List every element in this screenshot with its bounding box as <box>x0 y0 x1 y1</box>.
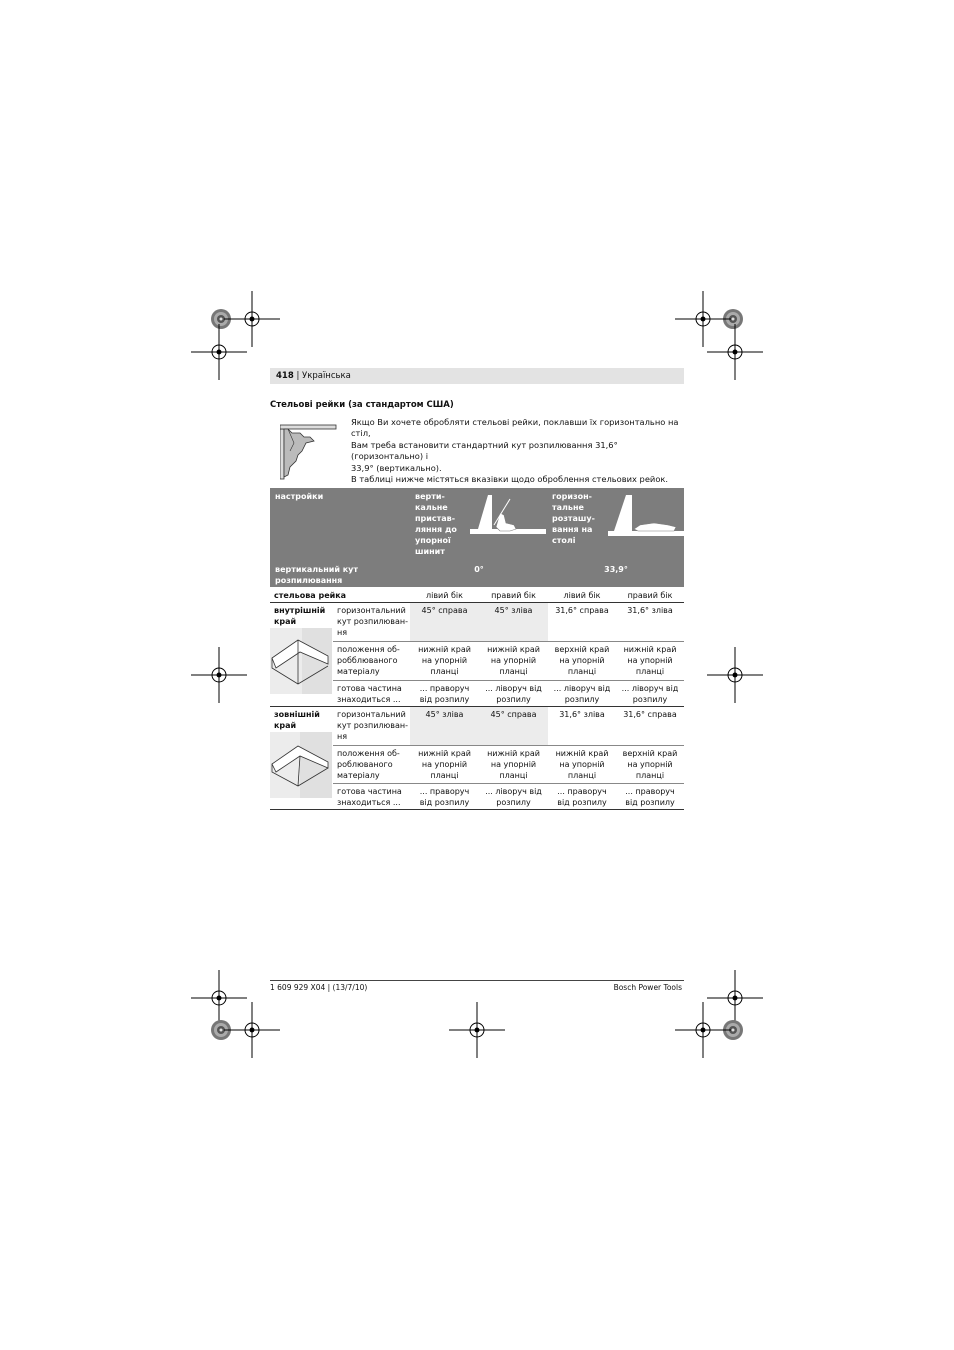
outer-row3-c2: ... ліворуч від розпилу <box>485 787 542 807</box>
inner-row3-c4: ... ліворуч від розпилу <box>621 684 679 704</box>
inner-row3-c3: ... ліворуч від розпилу <box>553 684 611 704</box>
col-right-339deg: правий бік <box>627 591 673 600</box>
outer-row2-c2: нижній край на упорній планці <box>487 749 540 780</box>
page-header-bar <box>270 368 684 384</box>
intro-line-1: Якщо Ви хочете обробляти стельові рейки, поклавши їх горизонтально на стіл, <box>351 417 679 439</box>
inner-row2-c4: нижній край на упорній планці <box>623 645 677 676</box>
inner-row1-c4: 31,6° зліва <box>627 606 673 615</box>
outer-row1-label: горизонтальний кут розпилюван- ня <box>337 710 409 741</box>
horizontal-placement-illustration <box>608 491 684 541</box>
inner-row3-c2: ... ліворуч від розпилу <box>485 684 542 704</box>
col-left-339deg: лівий бік <box>563 591 601 600</box>
col-left-0deg: лівий бік <box>426 591 463 600</box>
outer-row1-c2: 45° справа <box>490 710 537 719</box>
inner-row1-c3: 31,6° справа <box>555 606 609 615</box>
inner-row1-c2: 45° зліва <box>494 606 533 615</box>
outer-row2-label: положення об- роблюваного матеріалу <box>337 749 400 780</box>
footer-rule <box>270 980 684 981</box>
col-right-0deg: правий бік <box>491 591 536 600</box>
intro-line-3: 33,9° (вертикально). <box>351 462 442 473</box>
outer-row3-label: готова частина знаходиться ... <box>337 787 402 807</box>
inner-edge-label: внутрішній край <box>274 606 326 626</box>
outer-edge-label: зовнішній край <box>274 710 320 730</box>
settings-label: настройки <box>275 492 324 501</box>
ceiling-rail-label: стельова рейка <box>274 591 347 600</box>
inner-row1-c1: 45° справа <box>421 606 468 615</box>
inner-row2-label: положення об- робблюваного матеріалу <box>337 645 400 676</box>
footer-left: 1 609 929 X04 | (13/7/10) <box>270 983 368 992</box>
section-title: Стельові рейки (за стандартом США) <box>270 400 454 410</box>
outer-row1-c3: 31,6° зліва <box>559 710 605 719</box>
header-separator: | <box>296 371 300 381</box>
outer-row2-c1: нижній край на упорній планці <box>418 749 471 780</box>
outer-edge-illustration <box>270 732 332 798</box>
inner-row3-c1: ... праворуч від розпилу <box>419 684 470 704</box>
intro-text <box>351 417 687 485</box>
vertical-angle-label: вертикальний кут розпилювання <box>275 565 359 585</box>
outer-row3-c1: ... праворуч від розпилу <box>419 787 470 807</box>
outer-row2-c3: нижній край на упорній планці <box>555 749 609 780</box>
outer-row3-c3: ... праворуч від розпилу <box>557 787 607 807</box>
vertical-label: верти- кальне пристав- ляння до упорної шинит <box>415 492 457 556</box>
outer-row3-c4: ... праворуч від розпилу <box>625 787 675 807</box>
inner-row2-c2: нижній край на упорній планці <box>487 645 540 676</box>
footer-right: Bosch Power Tools <box>613 983 682 992</box>
angle-33-9: 33,9° <box>604 565 628 574</box>
intro-line-2: Вам треба встановити стандартний кут розпилювання 31,6° (горизонтально) і <box>351 439 618 462</box>
outer-row1-c4: 31,6° справа <box>623 710 677 719</box>
intro-line-4: В таблиці нижче містяться вказівки щодо оброблення стельових рейок. <box>351 474 669 485</box>
outer-row1-c1: 45° зліва <box>425 710 464 719</box>
inner-row2-c3: верхній край на упорній планці <box>554 645 610 676</box>
outer-row2-c4: верхній край на упорній планці <box>622 749 678 780</box>
inner-row1-label: горизонтальний кут розпилюван- ня <box>337 606 409 637</box>
angle-0: 0° <box>474 565 484 574</box>
horizontal-label: горизон- тальне розташу- вання на столі <box>552 492 595 545</box>
ceiling-molding-illustration <box>280 421 338 481</box>
inner-row3-label: готова частина знаходиться ... <box>337 684 402 704</box>
inner-edge-illustration <box>270 628 332 694</box>
inner-row2-c1: нижній край на упорній планці <box>418 645 471 676</box>
vertical-placement-illustration <box>470 491 546 541</box>
page-number: 418 <box>276 371 294 381</box>
header-language: Українська <box>302 371 351 381</box>
